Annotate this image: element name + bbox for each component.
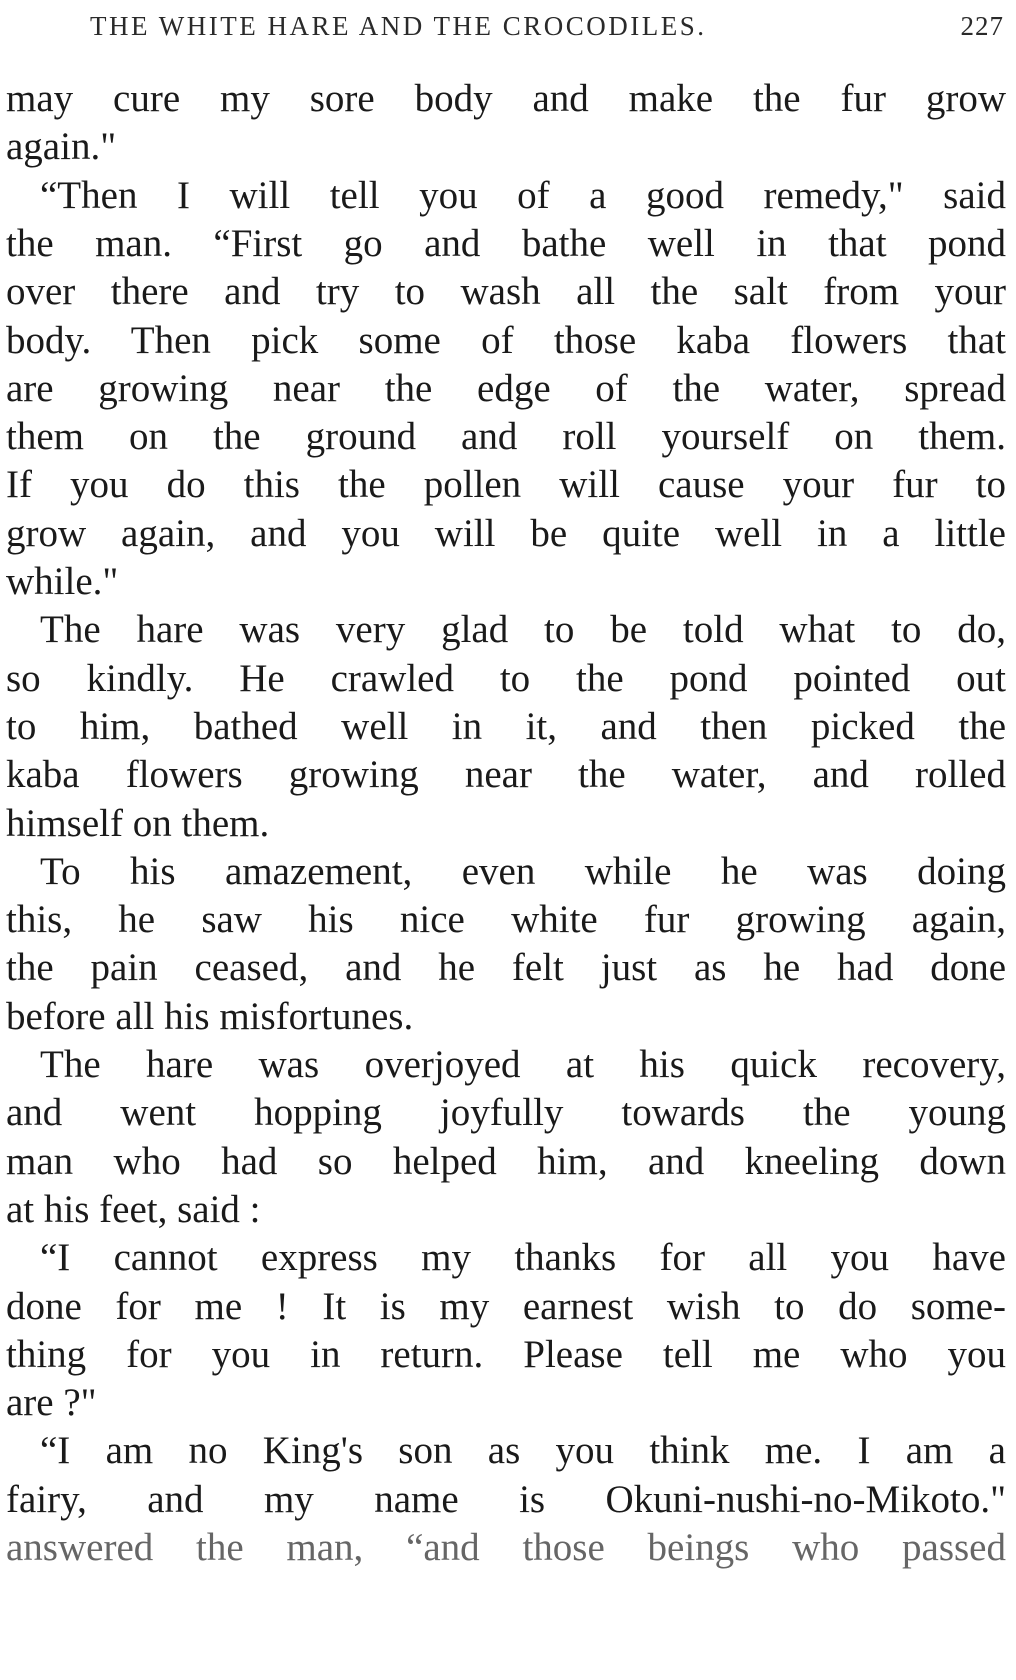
text-line: If you do this the pollen will cause your fur to — [6, 463, 1006, 507]
text-line: “I am no King's son as you think me. I am a — [40, 1429, 1006, 1473]
text-line: kaba flowers growing near the water, and rolled — [6, 753, 1006, 797]
chapter-title: THE WHITE HARE AND THE CROCODILES. — [90, 11, 707, 41]
text-line: body. Then pick some of those kaba flowers that — [6, 318, 1006, 362]
text-line: the pain ceased, and he felt just as he had done — [6, 946, 1006, 990]
text-line: “Then I will tell you of a good remedy," said — [40, 173, 1006, 217]
text-line: “I cannot express my thanks for all you have — [40, 1236, 1006, 1280]
text-line: over there and try to wash all the salt from your — [6, 270, 1006, 314]
text-line: while." — [6, 560, 119, 603]
text-line: himself on them. — [6, 801, 270, 845]
text-line: again." — [6, 125, 117, 169]
text-line: so kindly. He crawled to the pond pointed out — [6, 656, 1006, 700]
text-line: are growing near the edge of the water, spread — [6, 366, 1006, 410]
text-line: The hare was overjoyed at his quick recovery, — [40, 1043, 1006, 1086]
text-line: man who had so helped him, and kneeling down — [6, 1139, 1006, 1183]
page-number: 227 — [960, 11, 1004, 41]
text-line: the man. “First go and bathe well in that pond — [6, 221, 1006, 265]
text-line: and went hopping joyfully towards the young — [6, 1091, 1006, 1135]
text-line: are ?" — [6, 1381, 97, 1425]
text-line: thing for you in return. Please tell me who you — [6, 1332, 1006, 1376]
text-line: To his amazement, even while he was doing — [40, 849, 1006, 893]
running-header — [0, 2, 1016, 50]
text-line: fairy, and my name is Okuni-nushi-no-Mikoto." — [6, 1477, 1006, 1521]
text-line: done for me ! It is my earnest wish to do some- — [6, 1284, 1006, 1328]
text-line: this, he saw his nice white fur growing again, — [6, 898, 1006, 942]
text-line: them on the ground and roll yourself on them. — [6, 415, 1006, 459]
text-line: before all his misfortunes. — [6, 994, 414, 1038]
text-line: at his feet, said : — [6, 1187, 261, 1231]
text-line: grow again, and you will be quite well in a little — [6, 511, 1006, 555]
text-line: may cure my sore body and make the fur grow — [6, 77, 1006, 120]
text-line: The hare was very glad to be told what to do, — [40, 608, 1006, 652]
text-line: answered the man, “and those beings who passed — [6, 1526, 1006, 1569]
text-line: to him, bathed well in it, and then picked the — [6, 704, 1006, 748]
